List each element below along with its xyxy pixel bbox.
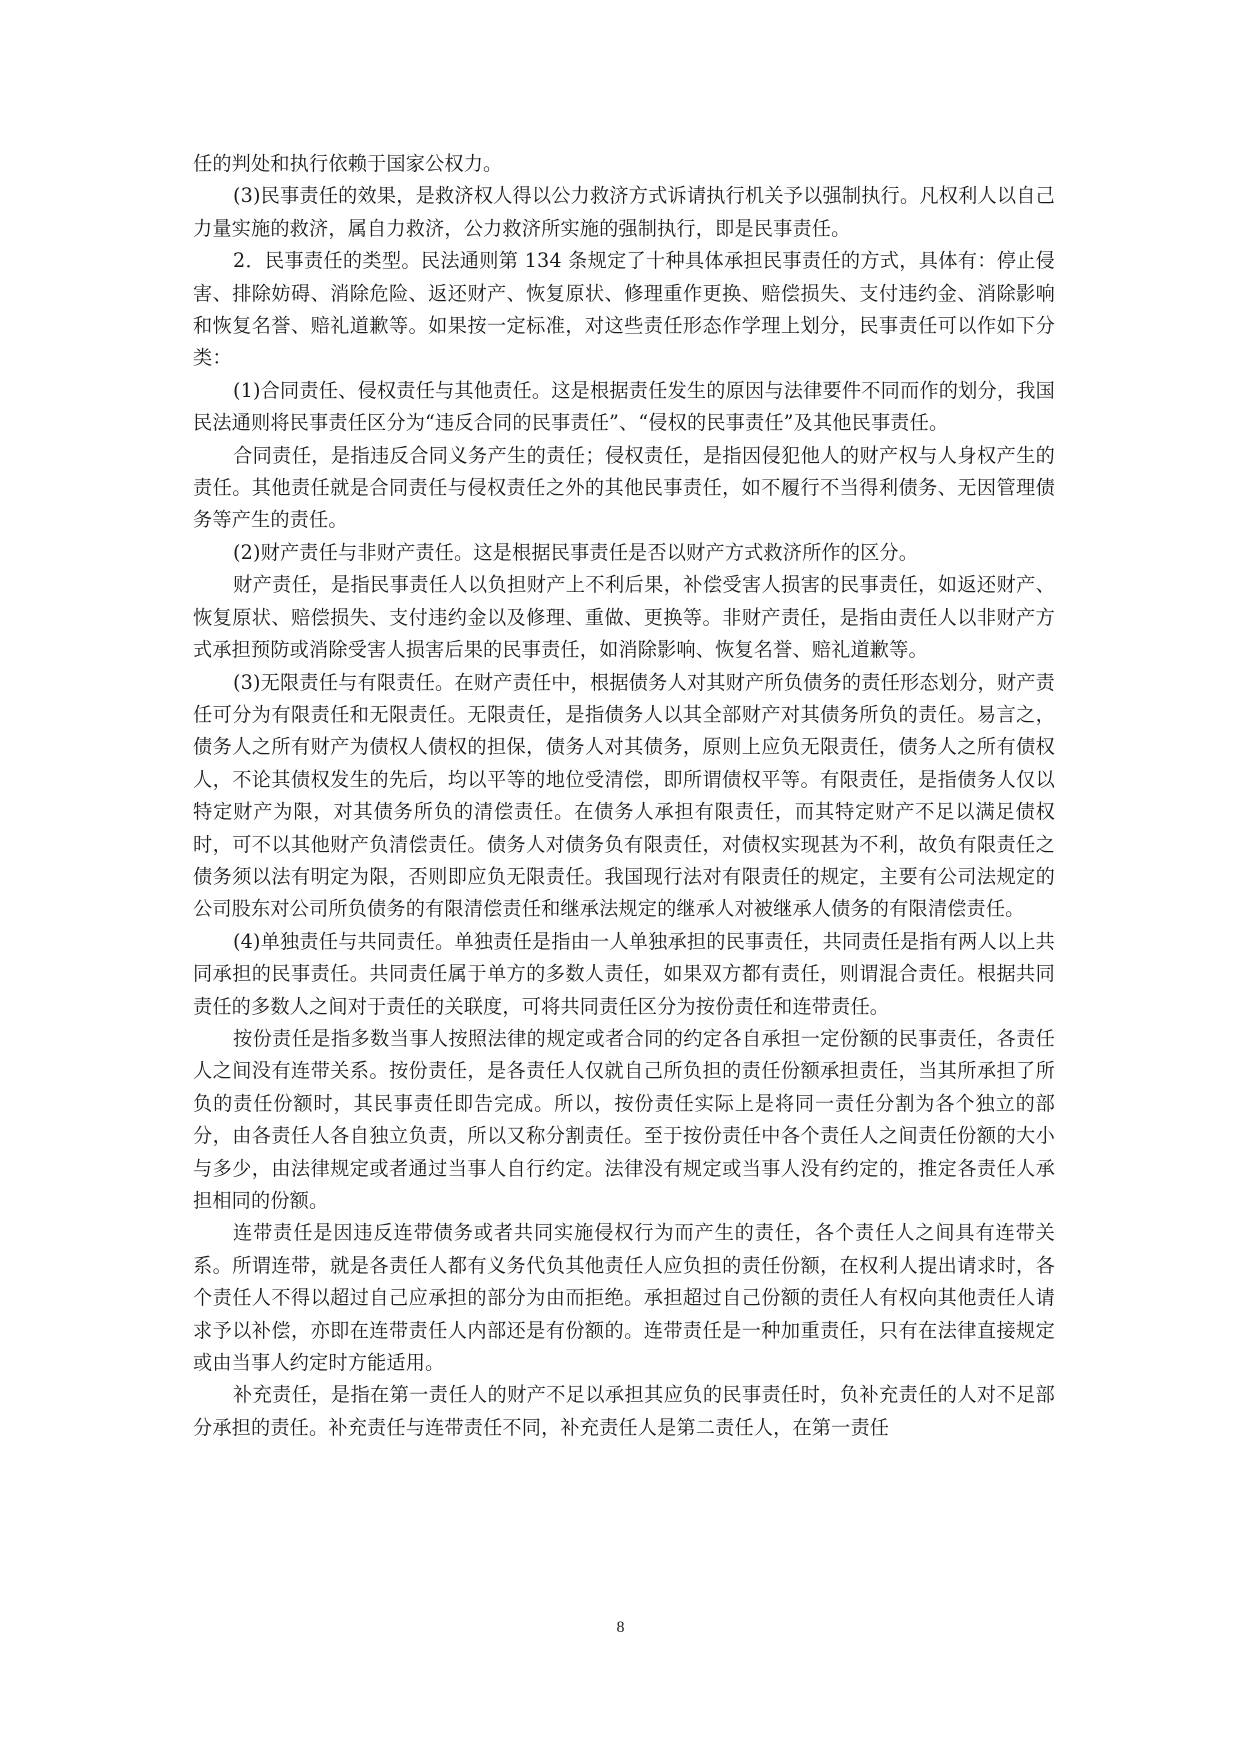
paragraph-contract-liability-definition: 合同责任，是指违反合同义务产生的责任；侵权责任，是指因侵犯他人的财产权与人身权产生的责任。其他责任就是合同责任与侵权责任之外的其他民事责任，如不履行不当得利债务、无因管理债务等产生的责任。 — [193, 443, 1055, 532]
page-body — [193, 148, 1055, 1444]
paragraph-sole-joint-liability: (4)单独责任与共同责任。单独责任是指由一人单独承担的民事责任，共同责任是指有两人以上共同承担的民事责任。共同责任属于单方的多数人责任，如果双方都有责任，则谓混合责任。根据共同责任的多数人之间对于责任的关联度，可将共同责任区分为按份责任和连带责任。 — [193, 929, 1055, 1018]
page-number: 8 — [616, 1619, 625, 1636]
paragraph-civil-liability-effect: (3)民事责任的效果，是救济权人得以公力救济方式诉请执行机关予以强制执行。凡权利人以自己力量实施的救济，属自力救济，公力救济所实施的强制执行，即是民事责任。 — [193, 184, 1055, 240]
paragraph-continuation: 任的判处和执行依赖于国家公权力。 — [193, 152, 503, 175]
paragraph-proportionate-liability: 按份责任是指多数当事人按照法律的规定或者合同的约定各自承担一定份额的民事责任，各责任人之间没有连带关系。按份责任，是各责任人仅就自己所负担的责任份额承担责任，当其所承担了所负的责任份额时，其民事责任即告完成。所以，按份责任实际上是将同一责任分割为各个独立的部分，由各责任人各自独立负责，所以又称分割责任。至于按份责任中各个责任人之间责任份额的大小与多少，由法律规定或者通过当事人自行约定。法律没有规定或当事人没有约定的，推定各责任人承担相同的份额。 — [193, 1026, 1055, 1212]
paragraph-limited-unlimited-liability: (3)无限责任与有限责任。在财产责任中，根据债务人对其财产所负债务的责任形态划分，财产责任可分为有限责任和无限责任。无限责任，是指债务人以其全部财产对其债务所负的责任。易言之，债务人之所有财产为债权人债权的担保，债务人对其债务，原则上应负无限责任，债务人之所有债权人，不论其债权发生的先后，均以平等的地位受清偿，即所谓债权平等。有限责任，是指债务人仅以特定财产为限，对其债务所负的清偿责任。在债务人承担有限责任，而其特定财产不足以满足债权时，可不以其他财产负清偿责任。债务人对债务负有限责任，对债权实现甚为不利，故负有限责任之债务须以法有明定为限，否则即应负无限责任。我国现行法对有限责任的规定，主要有公司法规定的公司股东对公司所负债务的有限清偿责任和继承法规定的继承人对被继承人债务的有限清偿责任。 — [193, 670, 1055, 921]
paragraph-property-liability-definition: 财产责任，是指民事责任人以负担财产上不利后果，补偿受害人损害的民事责任，如返还财产、恢复原状、赔偿损失、支付违约金以及修理、重做、更换等。非财产责任，是指由责任人以非财产方式承担预防或消除受害人损害后果的民事责任，如消除影响、恢复名誉、赔礼道歉等。 — [193, 573, 1055, 662]
paragraph-contract-tort-liability: (1)合同责任、侵权责任与其他责任。这是根据责任发生的原因与法律要件不同而作的划分，我国民法通则将民事责任区分为“违反合同的民事责任”、“侵权的民事责任”及其他民事责任。 — [193, 378, 1055, 435]
paragraph-joint-several-liability: 连带责任是因违反连带债务或者共同实施侵权行为而产生的责任，各个责任人之间具有连带关系。所谓连带，就是各责任人都有义务代负其他责任人应负担的责任份额，在权利人提出请求时，各个责任人不得以超过自己应承担的部分为由而拒绝。承担超过自己份额的责任人有权向其他责任人请求予以补偿，亦即在连带责任人内部还是有份额的。连带责任是一种加重责任，只有在法律直接规定或由当事人约定时方能适用。 — [193, 1221, 1055, 1375]
paragraph-property-liability: (2)财产责任与非财产责任。这是根据民事责任是否以财产方式救济所作的区分。 — [233, 540, 919, 564]
paragraph-liability-types: 2．民事责任的类型。民法通则第 134 条规定了十种具体承担民事责任的方式，具体有：停止侵害、排除妨碍、消除危险、返还财产、恢复原状、修理重作更换、赔偿损失、支付违约金、消除影响和恢复名誉、赔礼道歉等。如果按一定标准，对这些责任形态作学理上划分，民事责任可以作如下分类： — [193, 249, 1055, 370]
paragraph-supplementary-liability: 补充责任，是指在第一责任人的财产不足以承担其应负的民事责任时，负补充责任的人对不足部分承担的责任。补充责任与连带责任不同，补充责任人是第二责任人，在第一责任 — [193, 1383, 1055, 1439]
